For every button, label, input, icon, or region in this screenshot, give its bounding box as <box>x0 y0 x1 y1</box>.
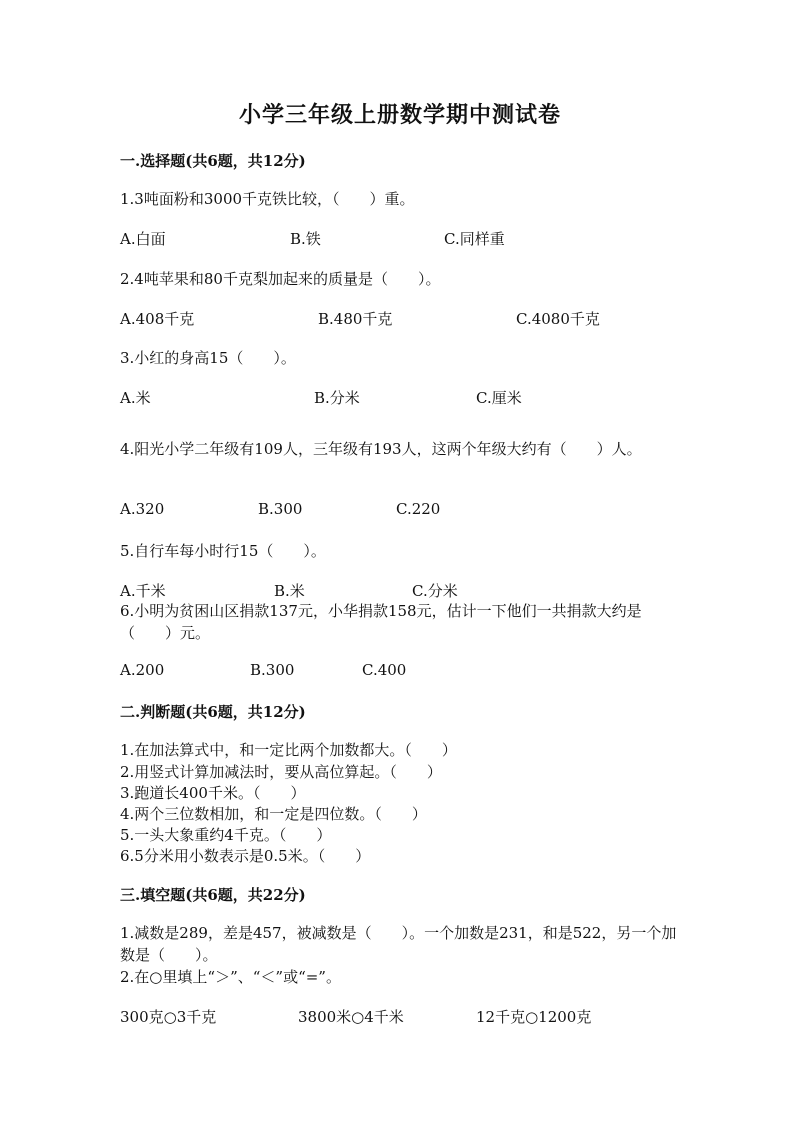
judge-item: 2.用竖式计算加减法时，要从高位算起。（ ） <box>120 763 442 781</box>
section-heading-choice: 一.选择题(共6题，共12分) <box>120 152 306 170</box>
judge-item: 4.两个三位数相加，和一定是四位数。（ ） <box>120 805 427 823</box>
choice-question-6: 6.小明为贫困山区捐款137元，小华捐款158元，估计一下他们一共捐款大约是（ ）元。 <box>120 602 642 642</box>
comparison-item: 300克○3千克 <box>120 1008 217 1026</box>
choice-2-option-c: C.4080千克 <box>516 310 600 328</box>
comparison-item: 3800米○4千米 <box>298 1008 404 1026</box>
choice-3-option-c: C.厘米 <box>476 389 522 407</box>
choice-question-5: 5.自行车每小时行15（ ）。 <box>120 542 326 560</box>
choice-2-option-a: A.408千克 <box>120 310 195 328</box>
choice-5-option-a: A.千米 <box>120 582 166 600</box>
choice-2-option-b: B.480千克 <box>318 310 393 328</box>
choice-6-option-a: A.200 <box>120 661 165 679</box>
choice-1-option-c: C.同样重 <box>444 230 505 248</box>
judge-item: 3.跑道长400千米。（ ） <box>120 784 306 802</box>
judge-item: 6.5分米用小数表示是0.5米。（ ） <box>120 847 371 865</box>
fill-question-1: 1.减数是289，差是457，被减数是（ ）。一个加数是231，和是522，另一个加数是（ ）。 <box>120 924 677 964</box>
choice-4-option-b: B.300 <box>258 500 303 518</box>
choice-1-option-b: B.铁 <box>290 230 321 248</box>
choice-question-2: 2.4吨苹果和80千克梨加起来的质量是（ ）。 <box>120 270 441 288</box>
choice-question-1: 1.3吨面粉和3000千克铁比较，（ ）重。 <box>120 190 415 208</box>
page-title: 小学三年级上册数学期中测试卷 <box>238 102 561 128</box>
choice-5-option-c: C.分米 <box>412 582 458 600</box>
choice-6-option-c: C.400 <box>362 661 407 679</box>
choice-4-option-a: A.320 <box>120 500 165 518</box>
choice-3-option-a: A.米 <box>120 389 151 407</box>
section-heading-fill: 三.填空题(共6题，共22分) <box>120 886 306 904</box>
fill-question-2: 2.在○里填上“＞”、“＜”或“=”。 <box>120 968 341 986</box>
judge-item: 1.在加法算式中，和一定比两个加数都大。（ ） <box>120 741 457 759</box>
choice-1-option-a: A.白面 <box>120 230 166 248</box>
judge-item: 5.一头大象重约4千克。（ ） <box>120 826 332 844</box>
choice-6-option-b: B.300 <box>250 661 295 679</box>
choice-question-4: 4.阳光小学二年级有109人，三年级有193人，这两个年级大约有（ ）人。 <box>120 440 642 458</box>
choice-4-option-c: C.220 <box>396 500 441 518</box>
comparison-item: 12千克○1200克 <box>476 1008 592 1026</box>
choice-3-option-b: B.分米 <box>314 389 360 407</box>
choice-question-3: 3.小红的身高15（ ）。 <box>120 349 296 367</box>
section-heading-judge: 二.判断题(共6题，共12分) <box>120 703 306 721</box>
choice-5-option-b: B.米 <box>274 582 305 600</box>
